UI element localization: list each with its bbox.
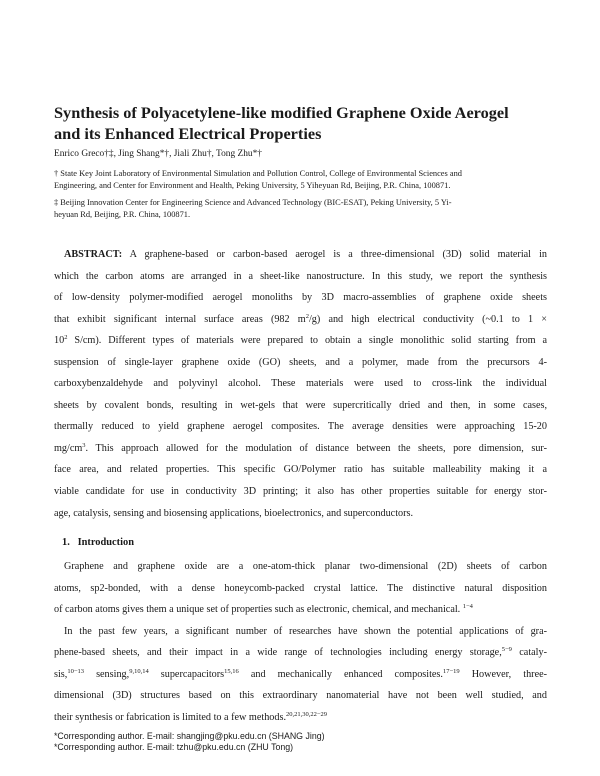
abstract-line: thermally reduced to yield graphene aerogel composites. The average densities were approaching 15-20 [54, 421, 547, 433]
citation: 17−19 [442, 667, 460, 675]
abstract-label: ABSTRACT: [64, 249, 123, 260]
section-heading [62, 537, 134, 548]
intro-line [54, 664, 547, 686]
abstract-line: suspension of single-layer graphene oxide (GO) sheets, and a polymer, made from the precursors 4- [54, 356, 547, 368]
citation: 15,16 [224, 667, 239, 675]
intro-line [54, 599, 547, 621]
abstract-text: . This approach allowed for the modulation of distance between the sheets, pore dimension, sur- [85, 442, 547, 454]
abstract-line [54, 309, 547, 331]
citation: 1−4 [462, 603, 473, 611]
intro-text: sis, [54, 668, 68, 680]
intro-text: sensing, [83, 668, 130, 680]
paper-title [54, 103, 554, 144]
abstract-line [54, 438, 547, 460]
intro-line: dimensional (3D) structures based on this extraordinary nanomaterial have not been well studied, and [54, 690, 547, 702]
intro-text: of carbon atoms gives them a unique set of properties such as electronic, chemical, and mechanical. [54, 604, 463, 616]
abstract-text: that exhibit significant internal surface areas (982 m [54, 313, 306, 325]
abstract-line: viable candidate for use in conductivity 3D printing; it also has other properties suitable for energy stor- [54, 486, 547, 498]
abstract-text: 10 [54, 335, 65, 347]
abstract-text: S/cm). Different types of materials were prepared to obtain a single monolithic solid starting from a [67, 335, 547, 347]
abstract-line [54, 244, 547, 266]
superscript: 3 [82, 441, 86, 449]
intro-text: and mechanically enhanced composites. [238, 668, 443, 680]
affiliation-1-line-1: † State Key Joint Laboratory of Environmental Simulation and Pollution Control, College of Environmental Sciences and [54, 169, 462, 178]
abstract-text: A graphene-based or carbon-based aerogel is a three-dimensional (3D) solid material in [122, 249, 547, 260]
superscript: 2 [305, 312, 309, 320]
title-line-2: and its Enhanced Electrical Properties [54, 123, 322, 143]
footnote-corresponding-author-2: *Corresponding author. E-mail: tzhu@pku.edu.cn (ZHU Tong) [54, 742, 294, 753]
footnote-corresponding-author-1: *Corresponding author. E-mail: shangjing@pku.edu.cn (SHANG Jing) [54, 731, 325, 741]
intro-line: In the past few years, a significant number of researches have shown the potential applications of gra- [64, 625, 547, 637]
superscript: 2 [64, 334, 68, 342]
abstract-line: which the carbon atoms are arranged in a sheet-like nanostructure. In this study, we report the synthesis [54, 270, 547, 282]
affiliation-2-line-1: ‡ Beijing Innovation Center for Engineering Science and Advanced Technology (BIC-ESAT), Peking University, 5 Yi- [54, 198, 452, 207]
author-list: Enrico Greco†‡, Jing Shang*†, Jiali Zhu†, Tong Zhu*† [54, 149, 262, 159]
abstract-line: of low-density polymer-modified aerogel monoliths by 3D macro-assemblies of graphene oxide sheets [54, 292, 547, 304]
introduction-body [54, 556, 547, 728]
intro-text: However, three- [459, 668, 548, 680]
abstract-line [54, 330, 547, 352]
intro-line [54, 707, 547, 729]
intro-line: atoms, sp2-bonded, with a dense honeycomb-packed crystal lattice. The distinctive natural disposition [54, 582, 547, 594]
title-line-1: Synthesis of Polyacetylene-like modified Graphene Oxide Aerogel [54, 103, 509, 122]
intro-line: Graphene and graphene oxide are a one-atom-thick planar two-dimensional (2D) sheets of carbon [64, 561, 547, 572]
affiliation-1 [54, 168, 554, 192]
intro-line [54, 642, 547, 664]
section-title: Introduction [77, 537, 134, 548]
abstract [54, 244, 547, 524]
citation: 9,10,14 [129, 667, 149, 675]
citation: 10−13 [67, 667, 84, 675]
abstract-text: mg/cm [54, 442, 83, 454]
intro-text: their synthesis or fabrication is limited to a few methods. [54, 711, 286, 723]
abstract-line: age, catalysis, sensing and biosensing applications, bioelectronics, and superconductors. [54, 507, 414, 519]
intro-text: supercapacitors [148, 668, 225, 680]
citation: 5−9 [501, 646, 512, 654]
abstract-text: /g) and high electrical conductivity (~0.1 to 1 × [308, 313, 548, 325]
footnotes [54, 731, 325, 754]
intro-text: phene-based sheets, and their impact in a wide range of technologies including energy storage, [54, 647, 502, 659]
affiliation-2 [54, 197, 554, 221]
section-number: 1. [62, 537, 70, 548]
abstract-line: face area, and related properties. This specific GO/Polymer ratio has suitable malleability making it a [54, 464, 547, 476]
citation: 20,21,30,22−29 [286, 710, 328, 718]
abstract-line: sheets by covalent bonds, resulting in wet-gels that were supercritically dried and then, in some cases, [54, 399, 547, 411]
affiliation-1-line-2: Engineering, and Center for Environment and Health, Peking University, 5 Yiheyuan Rd, Beijing, P.R. China, 100871. [54, 181, 451, 191]
affiliation-2-line-2: heyuan Rd, Beijing, P.R. China, 100871. [54, 210, 191, 220]
abstract-line: carboxybenzaldehyde and polyvinyl alcohol. These materials were used to cross-link the individual [54, 378, 547, 390]
intro-text: cataly- [511, 647, 547, 659]
